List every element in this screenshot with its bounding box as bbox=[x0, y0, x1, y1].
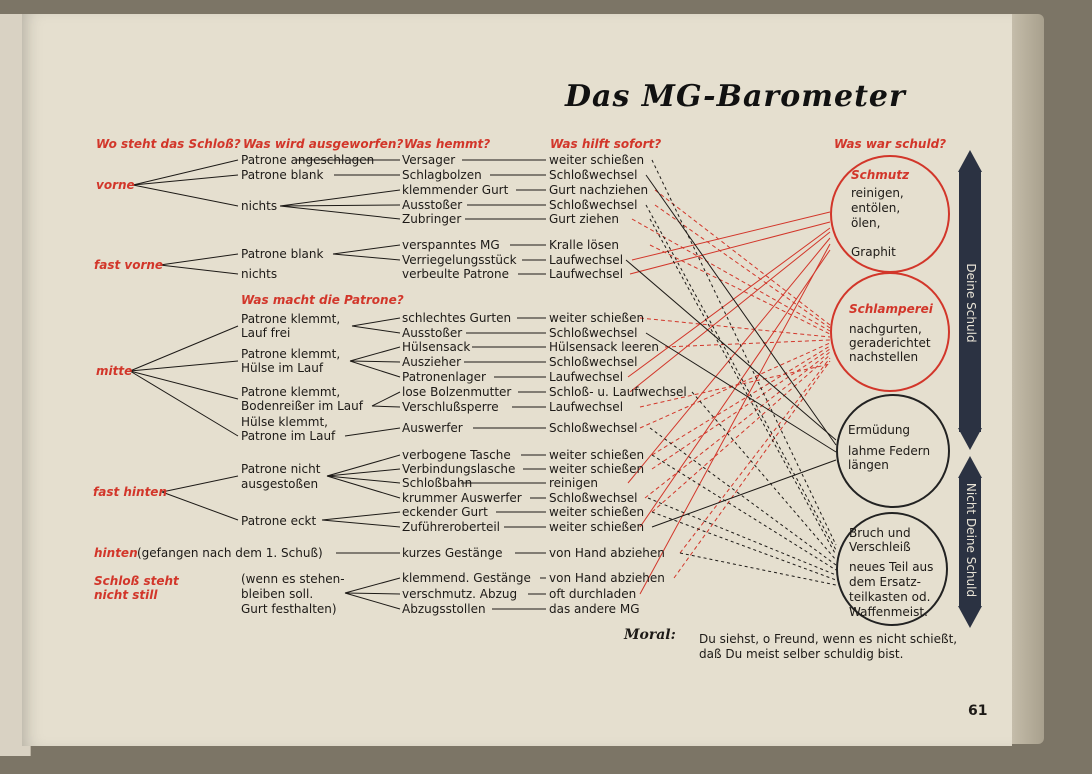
cause-line: dem Ersatz- bbox=[849, 575, 921, 589]
pos-mitte: mitte bbox=[96, 364, 133, 378]
col4-item: Schloßwechsel bbox=[549, 491, 638, 505]
col3-item: Auswerfer bbox=[402, 421, 463, 435]
cause-line: teilkasten od. bbox=[849, 590, 931, 604]
col4-item: reinigen bbox=[549, 476, 598, 490]
col4-item: weiter schießen bbox=[549, 520, 645, 534]
col2-item: (wenn es stehen- bbox=[241, 572, 345, 586]
col3-item: kurzes Gestänge bbox=[402, 546, 503, 560]
cause-line: längen bbox=[848, 458, 889, 472]
col3-item: verbogene Tasche bbox=[402, 448, 511, 462]
col4-item: Schloßwechsel bbox=[549, 198, 638, 212]
arrow-down-icon bbox=[958, 428, 982, 450]
col4-item: weiter schießen bbox=[549, 153, 645, 167]
col2-item: Patrone klemmt, bbox=[241, 385, 341, 399]
header-col2: Was wird ausgeworfen? bbox=[243, 137, 404, 151]
moral-line2: daß Du meist selber schuldig bist. bbox=[699, 647, 904, 661]
col3-item: Verschlußsperre bbox=[402, 400, 499, 414]
col3-item: Zuführeroberteil bbox=[402, 520, 501, 534]
header-col4: Was hilft sofort? bbox=[550, 137, 662, 151]
cause-line: Verschleiß bbox=[849, 540, 911, 554]
cause-title-ermuedung: Ermüdung bbox=[848, 423, 911, 437]
col2-item: Hülse im Lauf bbox=[241, 361, 324, 375]
cause-line: neues Teil aus bbox=[849, 560, 934, 574]
cause-line: Graphit bbox=[851, 245, 896, 259]
col3-item: Schloßbahn bbox=[402, 476, 473, 490]
col3-item: Hülsensack bbox=[402, 340, 471, 354]
col2-item: Hülse klemmt, bbox=[241, 415, 328, 429]
col3-item: Abzugsstollen bbox=[402, 602, 486, 616]
col4-item: Schloßwechsel bbox=[549, 168, 638, 182]
header-col1: Wo steht das Schloß? bbox=[96, 137, 241, 151]
col3-item: lose Bolzenmutter bbox=[402, 385, 512, 399]
col2-item: Patrone blank bbox=[241, 247, 324, 261]
col3-item: verschmutz. Abzug bbox=[402, 587, 518, 601]
header-col3: Was hemmt? bbox=[404, 137, 491, 151]
col2-item: Lauf frei bbox=[241, 326, 291, 340]
col3-item: klemmend. Gestänge bbox=[402, 571, 531, 585]
pos-schloss-steht: Schloß steht bbox=[94, 574, 179, 588]
col4-item: Laufwechsel bbox=[549, 253, 624, 267]
col2-item: Patrone nicht bbox=[241, 462, 321, 476]
arrow-down-icon bbox=[958, 606, 982, 628]
col3-item: eckender Gurt bbox=[402, 505, 488, 519]
col4-item: weiter schießen bbox=[549, 311, 645, 325]
col3-item: Verriegelungsstück bbox=[402, 253, 517, 267]
cause-title-schlamperei: Schlamperei bbox=[849, 302, 933, 316]
col4-item: Hülsensack leeren bbox=[549, 340, 659, 354]
cause-line: lahme Federn bbox=[848, 444, 931, 458]
col3-item: krummer Auswerfer bbox=[402, 491, 522, 505]
header-col2b: Was macht die Patrone? bbox=[241, 293, 404, 307]
col2-item: Bodenreißer im Lauf bbox=[241, 399, 363, 413]
pos-hinten: hinten bbox=[94, 546, 138, 560]
col2-item: Patrone klemmt, bbox=[241, 312, 341, 326]
col3-item: schlechtes Gurten bbox=[402, 311, 512, 325]
col3-item: Auszieher bbox=[402, 355, 462, 369]
col4-item: weiter schießen bbox=[549, 462, 645, 476]
col3-item: Schlagbolzen bbox=[402, 168, 482, 182]
pos-nicht-still: nicht still bbox=[94, 588, 158, 602]
col3-item: Versager bbox=[402, 153, 456, 167]
col4-item: Laufwechsel bbox=[549, 267, 624, 281]
col2-item: Patrone blank bbox=[241, 168, 324, 182]
col2-item: bleiben soll. bbox=[241, 587, 314, 601]
col4-item: von Hand abziehen bbox=[549, 546, 665, 560]
col4-item: Schloß- u. Laufwechsel bbox=[549, 385, 687, 399]
pos-vorne: vorne bbox=[96, 178, 135, 192]
moral-line1: Du siehst, o Freund, wenn es nicht schießt, bbox=[699, 632, 958, 646]
bar-label-deine-schuld: Deine Schuld bbox=[964, 263, 978, 343]
col3-item: verbeulte Patrone bbox=[402, 267, 510, 281]
cause-line: Bruch und bbox=[849, 526, 911, 540]
col2-item: Patrone angeschlagen bbox=[241, 153, 375, 167]
col3-item: verspanntes MG bbox=[402, 238, 500, 252]
col4-item: Kralle lösen bbox=[549, 238, 619, 252]
cause-line: ölen, bbox=[851, 216, 881, 230]
col3-item: Ausstoßer bbox=[402, 198, 463, 212]
cause-line: entölen, bbox=[851, 201, 901, 215]
cause-line: Waffenmeist. bbox=[849, 605, 928, 619]
col4-item: oft durchladen bbox=[549, 587, 637, 601]
cause-line: geraderichtet bbox=[849, 336, 931, 350]
black-dashed-lines bbox=[646, 160, 836, 585]
col2-item: nichts bbox=[241, 267, 278, 281]
cause-line: nachstellen bbox=[849, 350, 919, 364]
cause-line: nachgurten, bbox=[849, 322, 922, 336]
col2-item: nichts bbox=[241, 199, 278, 213]
cause-line: reinigen, bbox=[851, 186, 904, 200]
col4-item: Schloßwechsel bbox=[549, 421, 638, 435]
col4-item: weiter schießen bbox=[549, 448, 645, 462]
col4-item: Schloßwechsel bbox=[549, 326, 638, 340]
col4-item: Gurt ziehen bbox=[549, 212, 619, 226]
diagram-title: Das MG-Barometer bbox=[565, 79, 906, 114]
arrow-up-icon bbox=[958, 150, 982, 172]
col4-item: Laufwechsel bbox=[549, 400, 624, 414]
col2-item: Patrone im Lauf bbox=[241, 429, 336, 443]
page-number: 61 bbox=[968, 703, 988, 719]
pos-fast-vorne: fast vorne bbox=[94, 258, 164, 272]
col4-item: von Hand abziehen bbox=[549, 571, 665, 585]
col3-item: klemmender Gurt bbox=[402, 183, 509, 197]
cause-title-schmutz: Schmutz bbox=[851, 168, 910, 182]
col3-item: Zubringer bbox=[402, 212, 462, 226]
col2-item: Gurt festhalten) bbox=[241, 602, 337, 616]
col4-item: Laufwechsel bbox=[549, 370, 624, 384]
moral-label: Moral: bbox=[624, 627, 676, 643]
col4-item: das andere MG bbox=[549, 602, 640, 616]
col3-item: Patronenlager bbox=[402, 370, 486, 384]
pos-fast-hinten: fast hinten bbox=[93, 485, 167, 499]
col2-item: Patrone klemmt, bbox=[241, 347, 341, 361]
col4-item: Schloßwechsel bbox=[549, 355, 638, 369]
col4-item: weiter schießen bbox=[549, 505, 645, 519]
col2-item: ausgestoßen bbox=[241, 477, 319, 491]
col3-item: Ausstoßer bbox=[402, 326, 463, 340]
col3-item: Verbindungslasche bbox=[402, 462, 516, 476]
col4-item: Gurt nachziehen bbox=[549, 183, 649, 197]
header-col5: Was war schuld? bbox=[834, 137, 947, 151]
hinten-note: (gefangen nach dem 1. Schuß) bbox=[137, 546, 323, 560]
bar-label-nicht-deine-schuld: Nicht Deine Schuld bbox=[964, 482, 978, 598]
col2-item: Patrone eckt bbox=[241, 514, 317, 528]
red-cause-lines bbox=[628, 212, 830, 594]
